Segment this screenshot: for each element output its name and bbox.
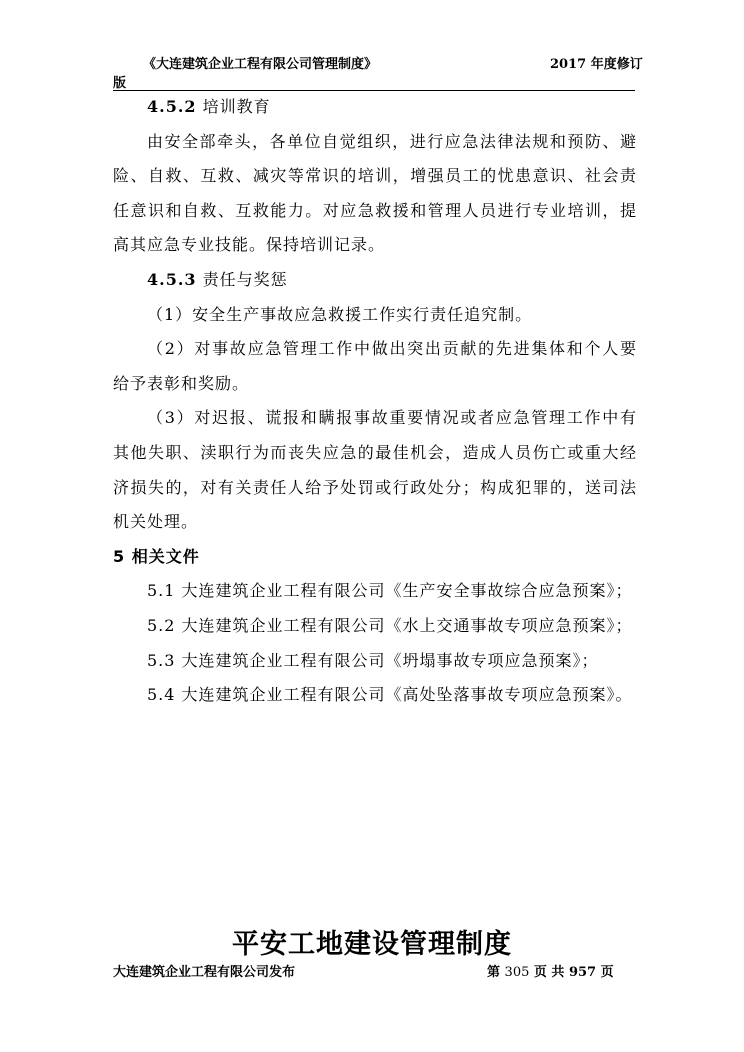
paragraph-line: 任意识和自救、互救能力。对应急救援和管理人员进行专业培训，提: [113, 200, 637, 220]
related-document-item: 5.4 大连建筑企业工程有限公司《高处坠落事故专项应急预案》。: [147, 685, 633, 705]
paragraph-line: 由安全部牵头，各单位自觉组织，进行应急法律法规和预防、避: [147, 131, 637, 151]
footer-publisher: 大连建筑企业工程有限公司发布: [113, 965, 296, 980]
page-total: 957: [568, 965, 597, 980]
section-4-5-2-heading: [113, 90, 637, 125]
list-item-3-line: 济损失的，对有关责任人给予处罚或行政处分；构成犯罪的，送司法: [113, 477, 637, 497]
section-4-5-3-number: 4.5.3: [147, 269, 197, 289]
list-item-1: （1）安全生产事故应急救援工作实行责任追究制。: [147, 304, 533, 324]
page-prefix: 第: [487, 965, 501, 980]
list-item-2-line: （2）对事故应急管理工作中做出突出贡献的先进集体和个人要: [147, 339, 637, 359]
header-revision-wrap: 版: [113, 76, 127, 91]
paragraph-line: 险、自救、互救、减灾等常识的培训，增强员工的忧患意识、社会责: [113, 166, 637, 186]
related-document-item: 5.3 大连建筑企业工程有限公司《坍塌事故专项应急预案》；: [147, 650, 599, 670]
section-4-5-3-heading: [113, 263, 637, 298]
footer-title: 平安工地建设管理制度: [232, 929, 512, 960]
list-item-2-line: 给予表彰和奖励。: [113, 373, 250, 393]
page-suffix: 页: [600, 965, 614, 980]
list-item-3-line: （3）对迟报、谎报和瞒报事故重要情况或者应急管理工作中有: [147, 408, 637, 428]
related-document-item: 5.2 大连建筑企业工程有限公司《水上交通事故专项应急预案》；: [147, 615, 633, 635]
related-document-item: 5.1 大连建筑企业工程有限公司《生产安全事故综合应急预案》；: [147, 581, 633, 601]
section-4-5-2-title: 培训教育: [202, 97, 271, 116]
section-4-5-3-title: 责任与奖惩: [202, 269, 288, 289]
document-body: [113, 90, 637, 713]
header-revision: 2017 年度修订: [550, 57, 643, 72]
footer-page-number: [487, 961, 614, 980]
list-item-3-line: 其他失职、渎职行为而丧失应急的最佳机会，造成人员伤亡或重大经: [113, 442, 637, 462]
page-current: 305: [504, 965, 530, 980]
section-4-5-2-number: 4.5.2: [147, 97, 197, 116]
page-mid: 页 共: [533, 965, 565, 980]
section-5-heading: 5 相关文件: [113, 546, 200, 566]
list-item-3-line: 机关处理。: [113, 512, 199, 532]
paragraph-line: 高其应急专业技能。保持培训记录。: [113, 235, 386, 255]
header-doc-title: 《大连建筑企业工程有限公司管理制度》: [143, 57, 378, 72]
